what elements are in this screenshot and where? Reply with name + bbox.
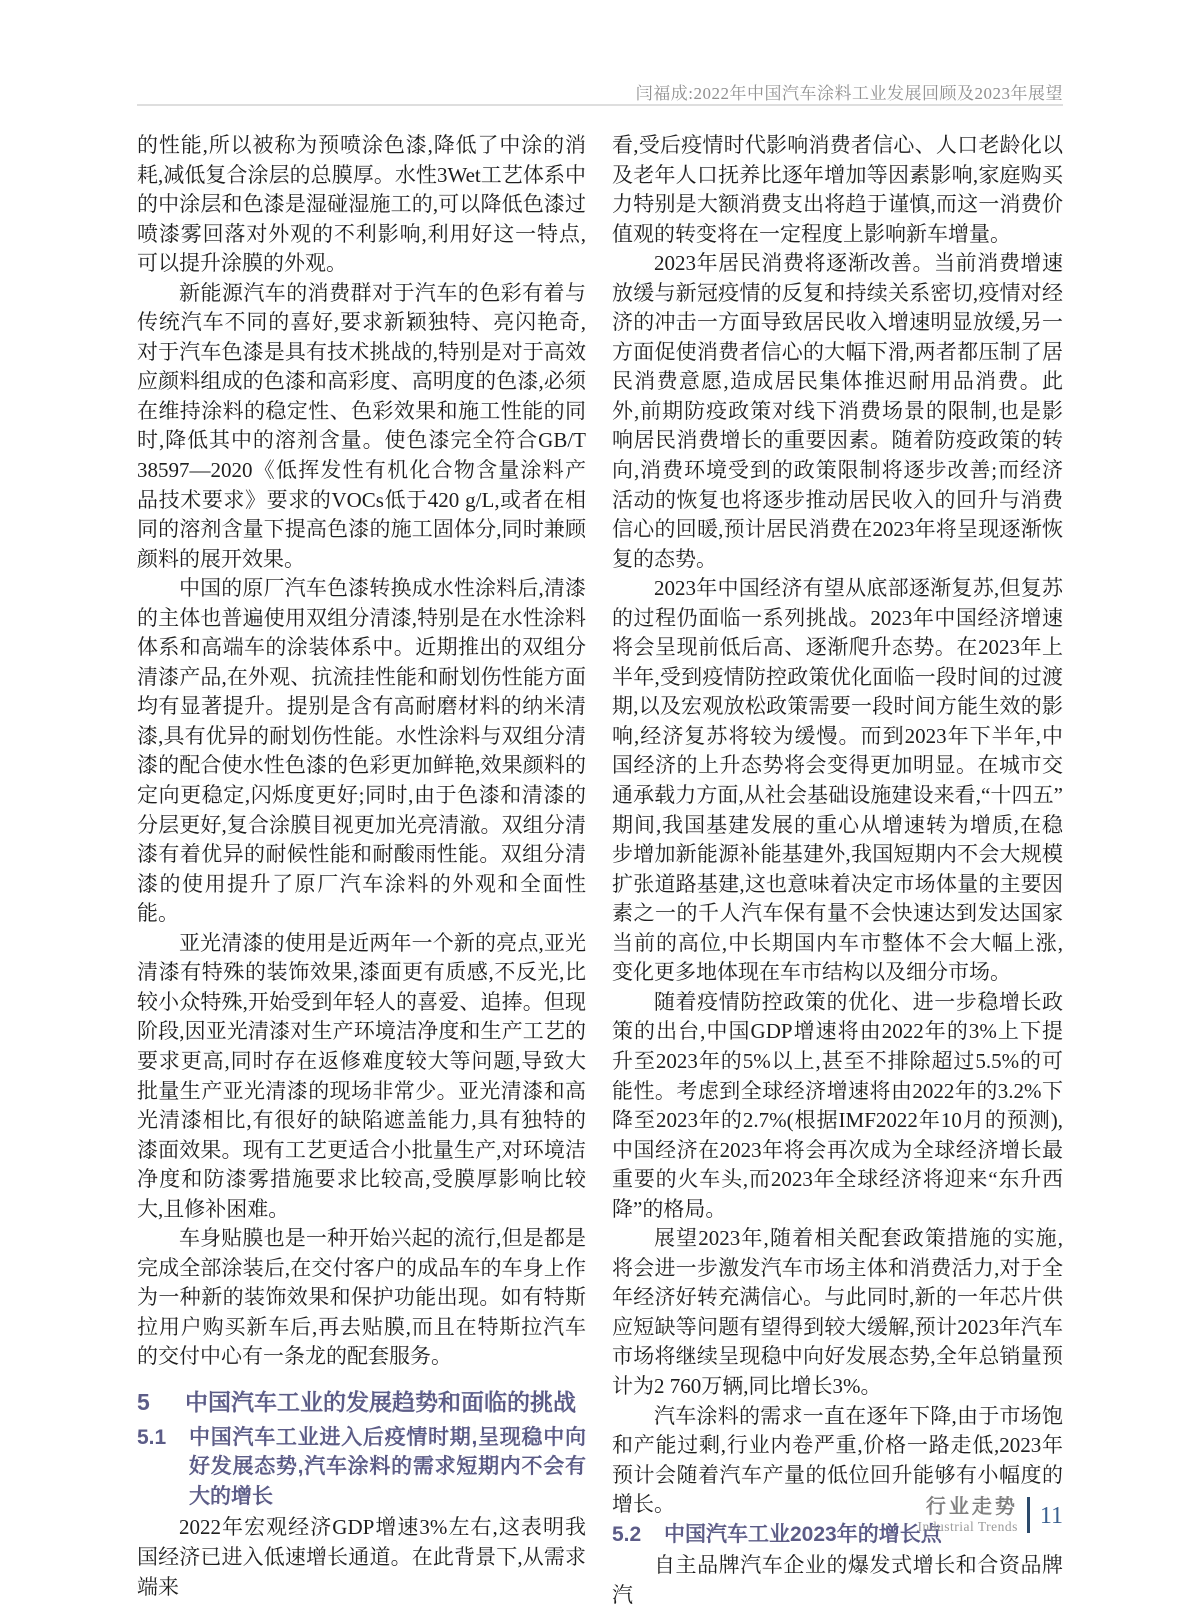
section-5-1-title: 中国汽车工业进入后疫情时期,呈现稳中向好发展态势,汽车涂料的需求短期内不会有大的增长 — [189, 1425, 586, 1508]
section-5-title: 中国汽车工业的发展趋势和面临的挑战 — [185, 1388, 576, 1415]
header-divider — [137, 104, 1063, 106]
paragraph: 的性能,所以被称为预喷涂色漆,降低了中涂的消耗,减低复合涂层的总膜厚。水性3Wet工艺体系中的中涂层和色漆是湿碰湿施工的,可以降低色漆过喷漆雾回落对外观的不利影响,利用好这一特点,可以提升涂膜的外观。 — [137, 133, 586, 276]
section-5-2-title: 中国汽车工业2023年的增长点 — [664, 1522, 942, 1546]
paragraph: 新能源汽车的消费群对于汽车的色彩有着与传统汽车不同的喜好,要求新颖独特、亮闪艳奇,对于汽车色漆是具有技术挑战的,特别是对于高效应颜料组成的色漆和高彩度、高明度的色漆,必须在维持涂料的稳定性、色彩效果和施工性能的同时,降低其中的溶剂含量。使色漆完全符合GB/T 38597—2020《低挥发性有机化合物含量涂料产品技术要求》要求的VOCs低于420 g/L,或者在相同的溶剂含量下提高色漆的施工固体分,同时兼顾颜料的展开效果。 — [137, 280, 586, 571]
paragraph: 看,受后疫情时代影响消费者信心、人口老龄化以及老年人口抚养比逐年增加等因素影响,家庭购买力特别是大额消费支出将趋于谨慎,而这一消费价值观的转变将在一定程度上影响新车增量。 — [612, 133, 1063, 246]
paragraph: 2023年中国经济有望从底部逐渐复苏,但复苏的过程仍面临一系列挑战。2023年中国经济增速将会呈现前低后高、逐渐爬升态势。在2023年上半年,受到疫情防控政策优化面临一段时间的过渡期,以及宏观放松政策需要一段时间方能生效的影响,经济复苏将较为缓慢。而到2023年下半年,中国经济的上升态势将会变得更加明显。在城市交通承载力方面,从社会基础设施建设来看,“十四五”期间,我国基建发展的重心从增速转为增质,在稳步增加新能源补能基建外,我国短期内不会大规模扩张道路基建,这也意味着决定市场体量的主要因素之一的千人汽车保有量不会快速达到发达国家当前的高位,中长期国内车市整体不会大幅上涨,变化更多地体现在车市结构以及细分市场。 — [612, 576, 1063, 985]
page-footer — [918, 1496, 1064, 1534]
section-5-heading — [137, 1387, 586, 1418]
footer-section-labels — [918, 1496, 1018, 1534]
running-title: 闫福成:2022年中国汽车涂料工业发展回顾及2023年展望 — [635, 84, 1063, 103]
section-5-2-number: 5.2 — [612, 1522, 642, 1546]
page-number: 11 — [1039, 1503, 1063, 1529]
paragraph: 车身贴膜也是一种开始兴起的流行,但是都是完成全部涂装后,在交付客户的成品车的车身上作为一种新的装饰效果和保护功能出现。如有特斯拉用户购买新车后,再去贴膜,而且在特斯拉汽车的交付中心有一条龙的配套服务。 — [137, 1226, 586, 1369]
right-column — [612, 131, 1063, 1610]
paragraph: 汽车涂料的需求一直在逐年下降,由于市场饱和产能过剩,行业内卷严重,价格一路走低,2023年预计会随着汽车产量的低位回升能够有小幅度的增长。 — [612, 1403, 1063, 1517]
footer-section-name-cn: 行业走势 — [925, 1496, 1018, 1518]
paragraph: 亚光清漆的使用是近两年一个新的亮点,亚光清漆有特殊的装饰效果,漆面更有质感,不反光,比较小众特殊,开始受到年轻人的喜爱、追捧。但现阶段,因亚光清漆对生产环境洁净度和生产工艺的要求更高,同时存在返修难度较大等问题,导致大批量生产亚光清漆的现场非常少。亚光清漆和高光清漆相比,有很好的缺陷遮盖能力,具有独特的漆面效果。现有工艺更适合小批量生产,对环境洁净度和防漆雾措施要求比较高,受膜厚影响比较大,且修补困难。 — [137, 930, 586, 1221]
paragraph: 随着疫情防控政策的优化、进一步稳增长政策的出台,中国GDP增速将由2022年的3%上下提升至2023年的5%以上,甚至不排除超过5.5%的可能性。考虑到全球经济增速将由2022年的3.2%下降至2023年的2.7%(根据IMF2022年10月的预测),中国经济在2023年将会再次成为全球经济增长最重要的火车头,而2023年全球经济将迎来“东升西降”的格局。 — [612, 989, 1063, 1221]
section-5-1-number: 5.1 — [137, 1425, 167, 1449]
paragraph: 自主品牌汽车企业的爆发式增长和合资品牌汽 — [612, 1553, 1063, 1607]
left-column — [137, 131, 586, 1602]
paragraph: 2022年宏观经济GDP增速3%左右,这表明我国经济已进入低速增长通道。在此背景下,从需求端来 — [137, 1515, 586, 1599]
footer-section-name-en: Industrial Trends — [917, 1519, 1018, 1534]
paragraph: 展望2023年,随着相关配套政策措施的实施,将会进一步激发汽车市场主体和消费活力,对于全年经济好转充满信心。与此同时,新的一年芯片供应短缺等问题有望得到较大缓解,预计2023年汽车市场将继续呈现稳中向好发展态势,全年总销量预计为2 760万辆,同比增长3%。 — [612, 1226, 1063, 1398]
paragraph: 中国的原厂汽车色漆转换成水性涂料后,清漆的主体也普遍使用双组分清漆,特别是在水性涂料体系和高端车的涂装体系中。近期推出的双组分清漆产品,在外观、抗流挂性能和耐划伤性能方面均有显著提升。提别是含有高耐磨材料的纳米清漆,具有优异的耐划伤性能。水性涂料与双组分清漆的配合使水性色漆的色彩更加鲜艳,效果颜料的定向更稳定,闪烁度更好;同时,由于色漆和清漆的分层更好,复合涂膜目视更加光亮清澈。双组分清漆有着优异的耐候性能和耐酸雨性能。双组分清漆的使用提升了原厂汽车涂料的外观和全面性能。 — [137, 576, 586, 926]
section-5-1-heading — [137, 1423, 586, 1512]
section-5-number: 5 — [137, 1388, 150, 1415]
paragraph: 2023年居民消费将逐渐改善。当前消费增速放缓与新冠疫情的反复和持续关系密切,疫情对经济的冲击一方面导致居民收入增速明显放缓,另一方面促使消费者信心的大幅下滑,两者都压制了居民消费意愿,造成居民集体推迟耐用品消费。此外,前期防疫政策对线下消费场景的限制,也是影响居民消费增长的重要因素。随着防疫政策的转向,消费环境受到的政策限制将逐步改善;而经济活动的恢复也将逐步推动居民收入的回升与消费信心的回暖,预计居民消费在2023年将呈现逐渐恢复的态势。 — [612, 251, 1063, 571]
footer-divider-bar — [1027, 1497, 1030, 1533]
